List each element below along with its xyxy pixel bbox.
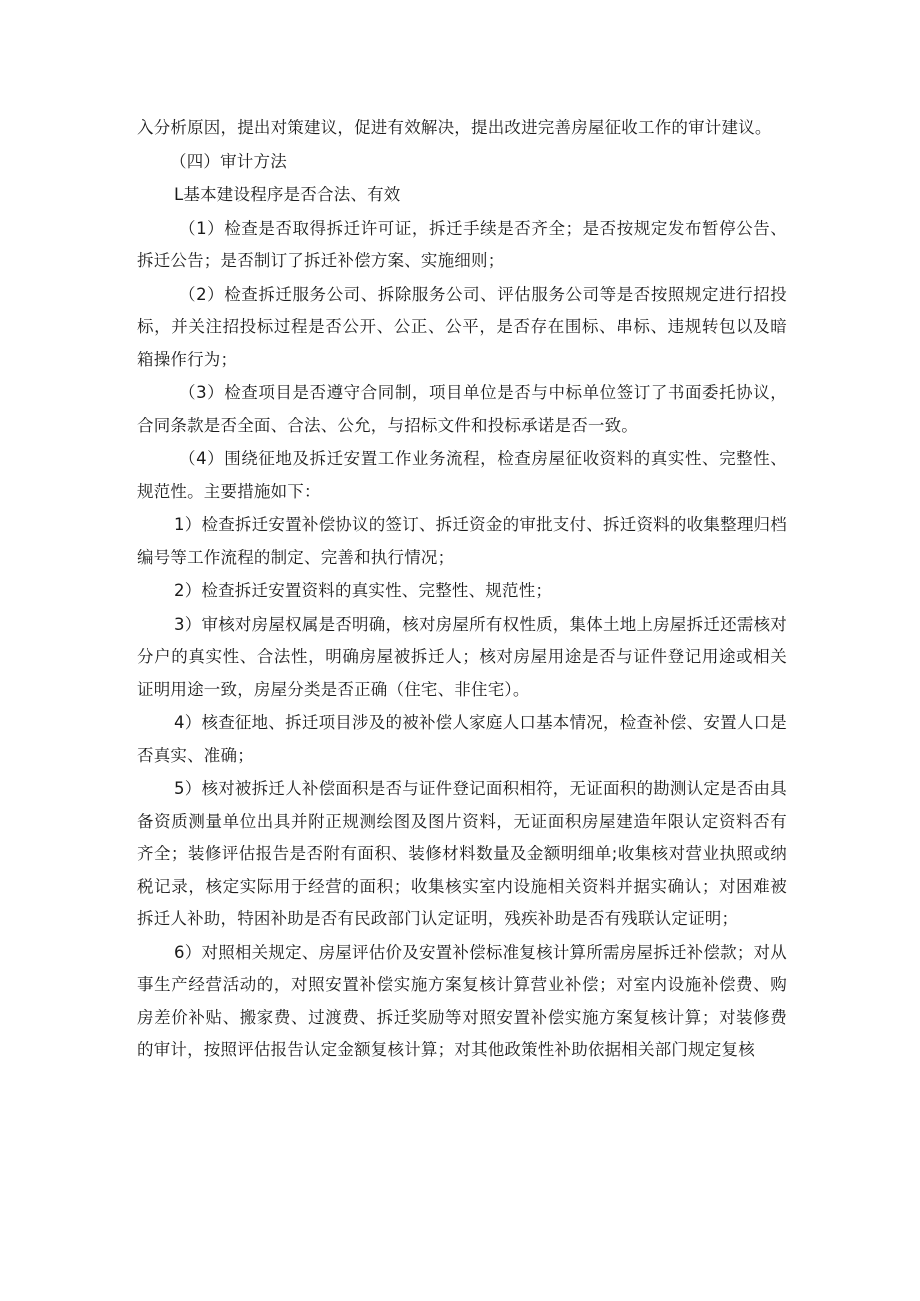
section-heading-audit-methods: （四）审计方法 (170, 151, 287, 171)
paragraph-measure-6: 6）对照相关规定、房屋评估价及安置补偿标准复核计算所需房屋拆迁补偿款；对从事生产经营活动的，对照安置补偿实施方案复核计算营业补偿；对室内设施补偿费、购房差价补贴、搬家费、过渡费、拆迁奖励等对照安置补偿实施方案复核计算；对装修费的审计，按照评估报告认定金额复核计算；对其他政策性补助依据相关部门规定复核 (137, 942, 787, 1059)
paragraph-continuation: 入分析原因，提出对策建议，促进有效解决，提出改进完善房屋征收工作的审计建议。 (137, 118, 772, 137)
paragraph-item-2: （2）检查拆迁服务公司、拆除服务公司、评估服务公司等是否按照规定进行招投标，并关注招投标过程是否公开、公正、公平，是否存在围标、串标、违规转包以及暗箱操作行为； (137, 284, 787, 369)
subsection-heading-procedure: L基本建设程序是否合法、有效 (174, 185, 401, 204)
paragraph-measure-3: 3）审核对房屋权属是否明确，核对房屋所有权性质，集体土地上房屋拆迁还需核对分户的真实性、合法性，明确房屋被拆迁人；核对房屋用途是否与证件登记用途或相关证明用途一致，房屋分类是否正确（住宅、非住宅）。 (137, 614, 787, 699)
paragraph-item-1: （1）检查是否取得拆迁许可证，拆迁手续是否齐全；是否按规定发布暂停公告、拆迁公告；是否制订了拆迁补偿方案、实施细则； (137, 218, 787, 270)
paragraph-item-4: （4）围绕征地及拆迁安置工作业务流程，检查房屋征收资料的真实性、完整性、规范性。主要措施如下： (137, 449, 787, 501)
paragraph-item-3: （3）检查项目是否遵守合同制，项目单位是否与中标单位签订了书面委托协议，合同条款是否全面、合法、公允，与招标文件和投标承诺是否一致。 (137, 383, 787, 435)
paragraph-measure-2: 2）检查拆迁安置资料的真实性、完整性、规范性； (174, 581, 553, 600)
paragraph-measure-5: 5）核对被拆迁人补偿面积是否与证件登记面积相符，无证面积的勘测认定是否由具备资质测量单位出具并附正规测绘图及图片资料，无证面积房屋建造年限认定资料否有齐全；装修评估报告是否附有面积、装修材料数量及金额明细单;收集核对营业执照或纳税记录，核定实际用于经营的面积；收集核实室内设施相关资料并据实确认；对困难被拆迁人补助，特困补助是否有民政部门认定证明，残疾补助是否有残联认定证明； (137, 779, 787, 928)
paragraph-measure-4: 4）核查征地、拆迁项目涉及的被补偿人家庭人口基本情况，检查补偿、安置人口是否真实、准确； (137, 713, 787, 765)
paragraph-measure-1: 1）检查拆迁安置补偿协议的签订、拆迁资金的审批支付、拆迁资料的收集整理归档编号等工作流程的制定、完善和执行情况； (137, 515, 787, 567)
